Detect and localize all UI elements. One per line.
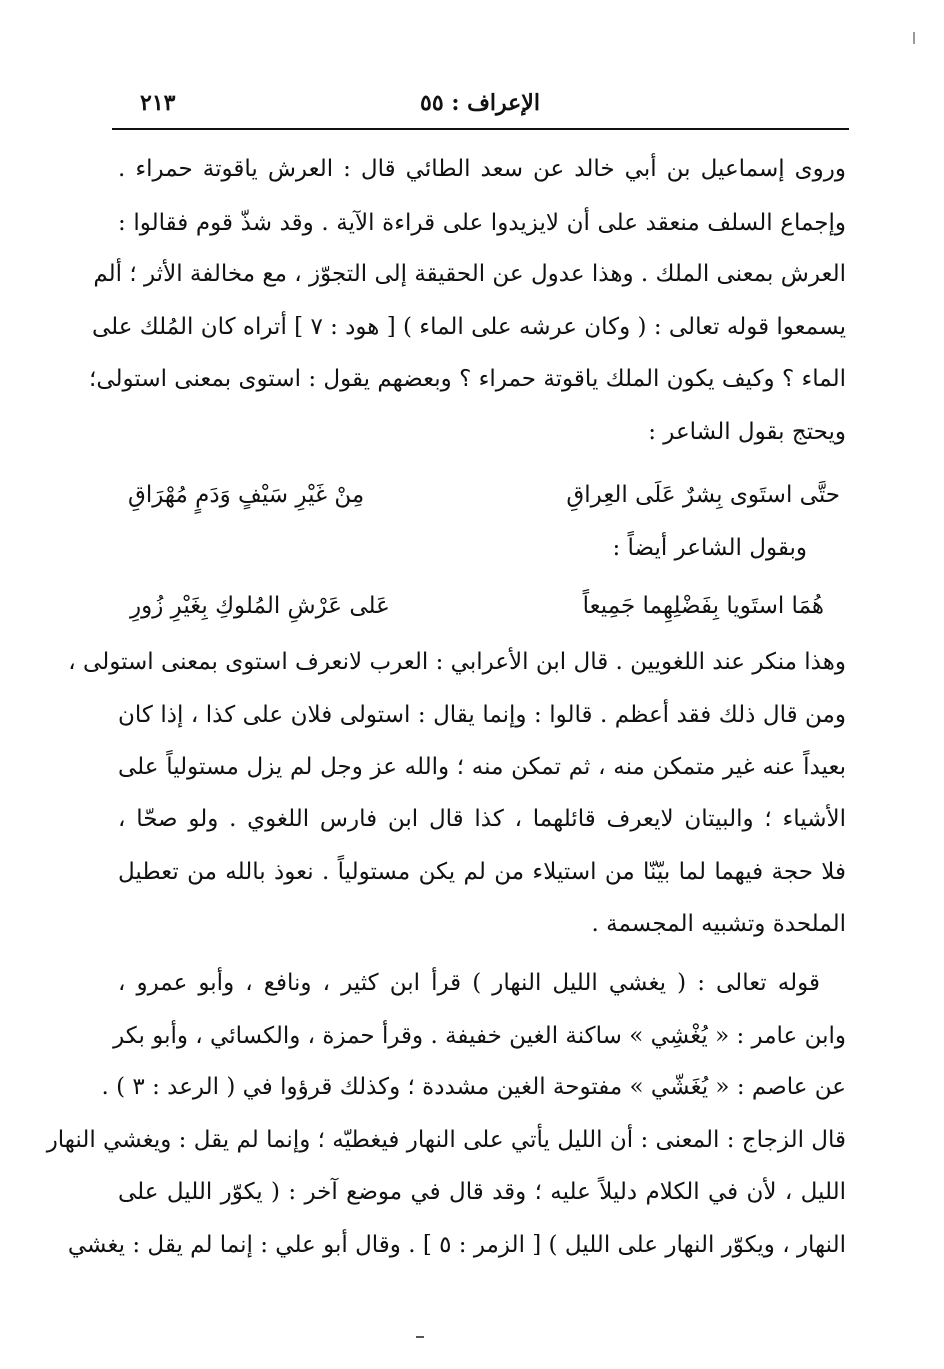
verse-hemistich-first: هُمَا استَويا بِفَضْلِهِما جَمِيعاً bbox=[582, 593, 824, 619]
text-line: قوله تعالى : ( يغشي الليل النهار ) قرأ ابن كثير ، ونافع ، وأبو عمرو ، bbox=[118, 970, 820, 996]
text-line: يسمعوا قوله تعالى : ( وكان عرشه على الماء ) [ هود : ٧ ] أتراه كان المُلك على bbox=[91, 314, 846, 340]
page-header bbox=[112, 86, 848, 126]
text-line: عن عاصم : « يُغَشّي » مفتوحة الغين مشددة ؛ وكذلك قرؤوا في ( الرعد : ٣ ) . bbox=[101, 1074, 846, 1100]
text-line: وروى إسماعيل بن أبي خالد عن سعد الطائي قال : العرش ياقوتة حمراء . bbox=[118, 156, 846, 182]
header-rule bbox=[112, 128, 849, 130]
text-line: وابن عامر : « يُغْشِي » ساكنة الغين خفيفة . وقرأ حمزة ، والكسائي ، وأبو بكر bbox=[113, 1023, 846, 1049]
text-line: النهار ، ويكوّر النهار على الليل ) [ الزمر : ٥ ] . وقال أبو علي : إنما لم يقل : يغشي bbox=[67, 1232, 846, 1258]
text-line: الملحدة وتشبيه المجسمة . bbox=[591, 911, 846, 937]
text-line: وإجماع السلف منعقد على أن لايزيدوا على قراءة الآية . وقد شذّ قوم فقالوا : bbox=[118, 210, 846, 236]
text-line: فلا حجة فيهما لما بيّنّا من استيلاء من لم يكن مستولياً . نعوذ بالله من تعطيل bbox=[118, 859, 846, 885]
verse-hemistich-second: عَلى عَرْشِ المُلوكِ بِغَيْرِ زُورِ bbox=[130, 593, 390, 619]
text-line: الليل ، لأن في الكلام دليلاً عليه ؛ وقد قال في موضع آخر : ( يكوّر الليل على bbox=[118, 1179, 846, 1205]
verse-intro: وبقول الشاعر أيضاً : bbox=[612, 535, 807, 561]
verse-hemistich-first: حتَّى استَوى بِشرٌ عَلَى العِراقِ bbox=[566, 482, 840, 508]
text-line: بعيداً عنه غير متمكن منه ، ثم تمكن منه ؛ والله عز وجل لم يزل مستولياً على bbox=[118, 754, 846, 780]
verse-hemistich-second: مِنْ غَيْرِ سَيْفٍ وَدَمٍ مُهْرَاقِ bbox=[128, 482, 365, 508]
text-line: الأشياء ؛ والبيتان لايعرف قائلهما ، كذا قال ابن فارس اللغوي . ولو صحّا ، bbox=[118, 806, 846, 832]
scan-mark bbox=[913, 32, 915, 44]
page-number: ٢١٣ bbox=[140, 90, 176, 116]
running-title: الإعراف : ٥٥ bbox=[420, 90, 540, 116]
text-line: قال الزجاج : المعنى : أن الليل يأتي على النهار فيغطيّه ؛ وإنما لم يقل : ويغشي النهار bbox=[46, 1127, 846, 1153]
page-footer-mark bbox=[416, 1336, 424, 1338]
text-line: الماء ؟ وكيف يكون الملك ياقوتة حمراء ؟ وبعضهم يقول : استوى بمعنى استولى؛ bbox=[89, 366, 846, 392]
text-line: وهذا منكر عند اللغويين . قال ابن الأعرابي : العرب لانعرف استوى بمعنى استولى ، bbox=[68, 649, 846, 675]
text-line: ومن قال ذلك فقد أعظم . قالوا : وإنما يقال : استولى فلان على كذا ، إذا كان bbox=[118, 702, 846, 728]
text-line: ويحتج بقول الشاعر : bbox=[648, 419, 846, 445]
text-line: العرش بمعنى الملك . وهذا عدول عن الحقيقة إلى التجوّز ، مع مخالفة الأثر ؛ ألم bbox=[93, 261, 846, 287]
